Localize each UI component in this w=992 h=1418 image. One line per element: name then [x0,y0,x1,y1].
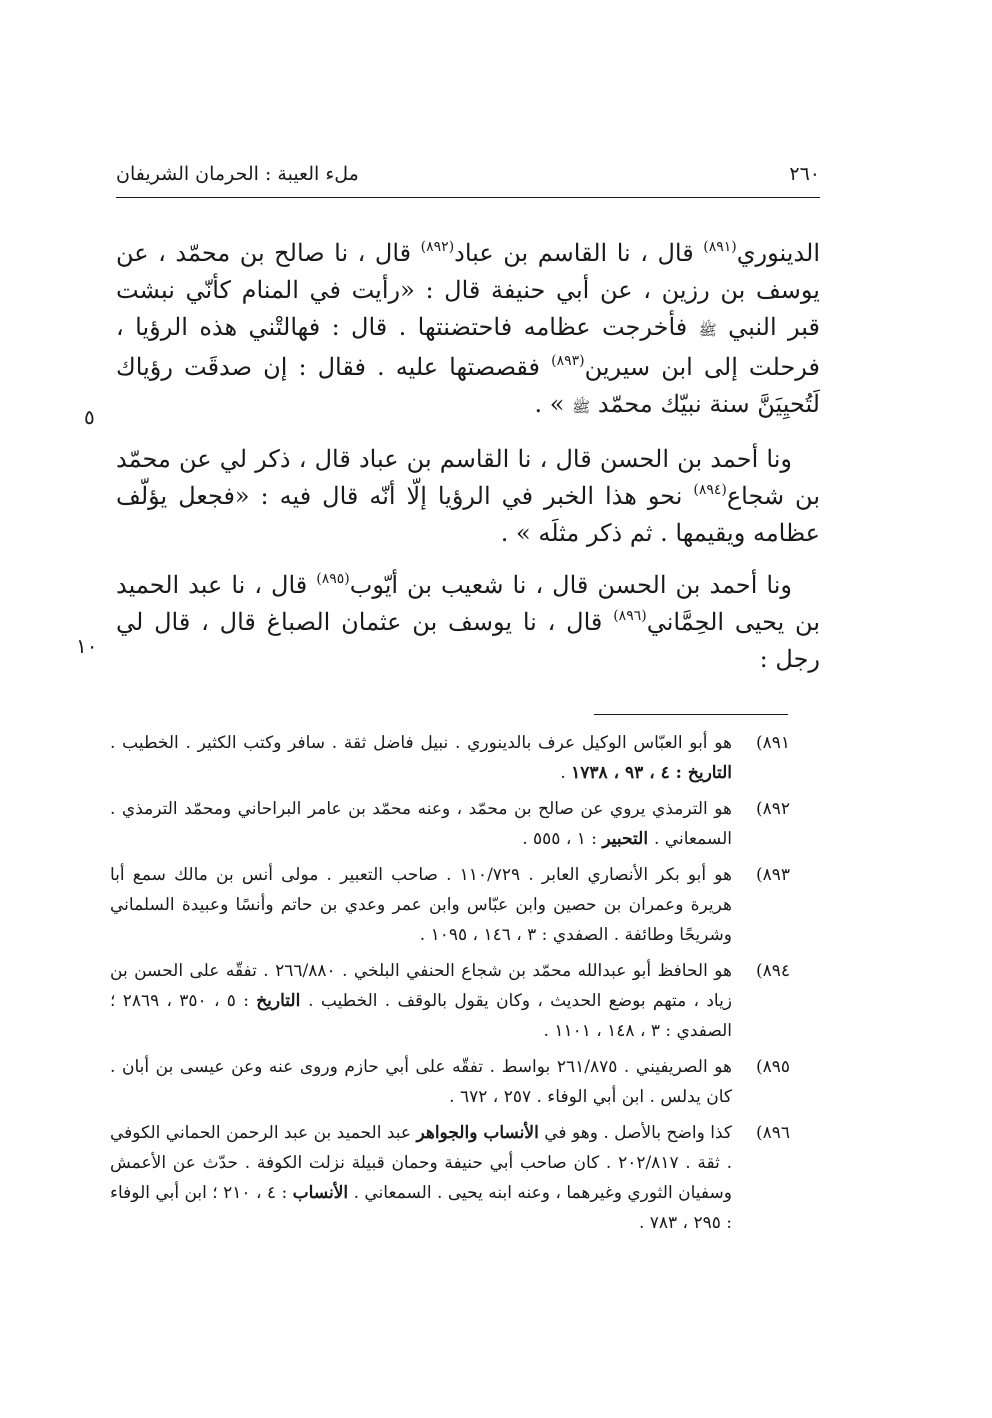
footnote-number: ٨٩٣) [755,865,790,885]
footnote-text: . [560,763,572,783]
paragraph-1 [116,235,820,426]
page-number: ٢٦٠ [789,163,820,185]
footnote-ref-894[interactable]: (٨٩٤) [693,482,727,498]
footnotes [110,728,790,1244]
paragraph-2 [116,441,820,552]
footnote-text: كذا واضح بالأصل . وهو في [538,1123,733,1143]
footnote-number: ٨٩٢) [755,799,790,819]
footnote-ref-895[interactable]: (٨٩٥) [316,571,350,587]
footnote-ref-892[interactable]: (٨٩٢) [420,239,455,255]
text-run: ونا أحمد بن الحسن قال ، نا شعيب بن أيّوب [349,571,792,599]
footnote-bold: الأنساب والجواهر [416,1123,539,1143]
text-run: قال ، نا القاسم بن عباد [454,239,704,267]
footnote-bold: التحبير [602,829,654,849]
footnote-number: ٨٩٤) [755,961,790,981]
footnote-bold: الأنساب [292,1183,349,1203]
footnote-893 [110,860,790,950]
margin-line-number-5: ٥ [84,405,95,429]
footnote-text: : ٥ ، ٣٥٠ ، ٢٨٦٩ ؛ الصفدي : ٣ ، ١٤٨ ، ١١٠١ . [110,991,732,1041]
footnote-number: ٨٩٦) [755,1123,790,1143]
text-run: فقصصتها عليه . فقال : إن صدقَت رؤياك لَتُحيِيَنَّ سنة نبيّك محمّد [116,353,820,418]
footnote-text: هو الصريفيني . ٢٦١/٨٧٥ بواسط . تفقّه على أبي حازم وروى عنه وعن عيسى بن أبان . كان يدلس . ابن أبي الوفاء . ٢٥٧ ، ٦٧٢ . [110,1057,732,1107]
footnote-894 [110,956,790,1046]
footnote-text: هو الحافظ أبو عبدالله محمّد بن شجاع الحنفي البلخي . ٢٦٦/٨٨٠ . تفقّه على الحسن بن زياد ، متهم بوضع الحديث ، وكان يقول بالوقف . الخطيب . [110,961,733,1011]
margin-line-number-10: ١٠ [76,634,98,658]
salutation-glyph: ﷺ [698,321,717,339]
footnote-ref-893[interactable]: (٨٩٣) [551,353,585,369]
text-run: » . [534,390,573,418]
text-run: ونا أحمد بن الحسن قال ، نا القاسم بن عباد قال ، ذكر لي عن محمّد بن شجاع [116,445,821,510]
footnote-ref-891[interactable]: (٨٩١) [703,239,737,255]
footnote-text: هو أبو العبّاس الوكيل عرف بالدينوري . نبيل فاضل ثقة . سافر وكتب الكثير . الخطيب . [110,733,732,753]
footnote-ref-896[interactable]: (٨٩٦) [613,608,647,624]
text-run: نحو هذا الخبر في الرؤيا إلّا أنّه قال فيه : «فجعل يؤلّف عظامه ويقيمها . ثم ذكر مثلَه » . [116,482,820,547]
footnote-number: ٨٩١) [755,733,790,753]
footnote-text: : ١ ، ٥٥٥ . [522,829,603,849]
footnote-text: هو الترمذي يروي عن صالح بن محمّد ، وعنه محمّد بن عامر البراحاني ومحمّد الترمذي . السمعاني . [110,799,732,849]
footnote-896 [110,1118,790,1238]
text-run: قال ، نا يوسف بن عثمان الصباغ قال ، قال لي رجل : [116,608,820,673]
running-header [116,163,820,195]
footnote-bold: التاريخ : ٤ ، ٩٣ ، ١٧٣٨ [571,763,732,783]
footnote-separator [594,714,788,715]
running-title: ملء العيبة : الحرمان الشريفان [116,163,359,185]
footnote-text: : ٤ ، ٢١٠ ؛ ابن أبي الوفاء : ٢٩٥ ، ٧٨٣ . [110,1183,732,1233]
header-rule [116,197,820,198]
footnote-bold: التاريخ [256,991,309,1011]
text-run: فأخرجت عظامه فاحتضنتها . قال : فهالتْني هذه الرؤيا ، فرحلت إلى ابن سيرين [116,313,820,381]
main-text [116,235,820,693]
text-run: قال ، نا عبد الحميد بن يحيى الحِمَّاني [116,571,820,636]
footnote-text: عبد الحميد بن عبد الرحمن الحماني الكوفي . ثقة . ٢٠٢/٨١٧ . كان صاحب أبي حنيفة وحمان قبيلة نزلت الكوفة . حدّث عن الأعمش وسفيان الثوري وغيرهما ، وعنه ابنه يحيى . السمعاني . [110,1123,732,1203]
text-run: قال ، نا صالح بن محمّد ، عن يوسف بن رزين ، عن أبي حنيفة قال : «رأيت في المنام كأنّي نبشت قبر النبي [116,239,820,341]
paragraph-3 [116,567,820,678]
text-run: الدينوري [736,239,820,267]
footnote-895 [110,1052,790,1112]
footnote-number: ٨٩٥) [755,1057,790,1077]
salutation-glyph: ﷺ [572,398,591,416]
footnote-text: هو أبو بكر الأنصاري العابر . ١١٠/٧٢٩ . صاحب التعبير . مولى أنس بن مالك سمع أبا هريرة وعمران بن حصين وابن عبّاس وابن عمر وعدي بن حاتم وأنسًا وعبيدة السلماني وشريحًا وطائفة . الصفدي : ٣ ، ١٤٦ ، ١٠٩٥ . [110,865,733,945]
footnote-892 [110,794,790,854]
footnote-891 [110,728,790,788]
